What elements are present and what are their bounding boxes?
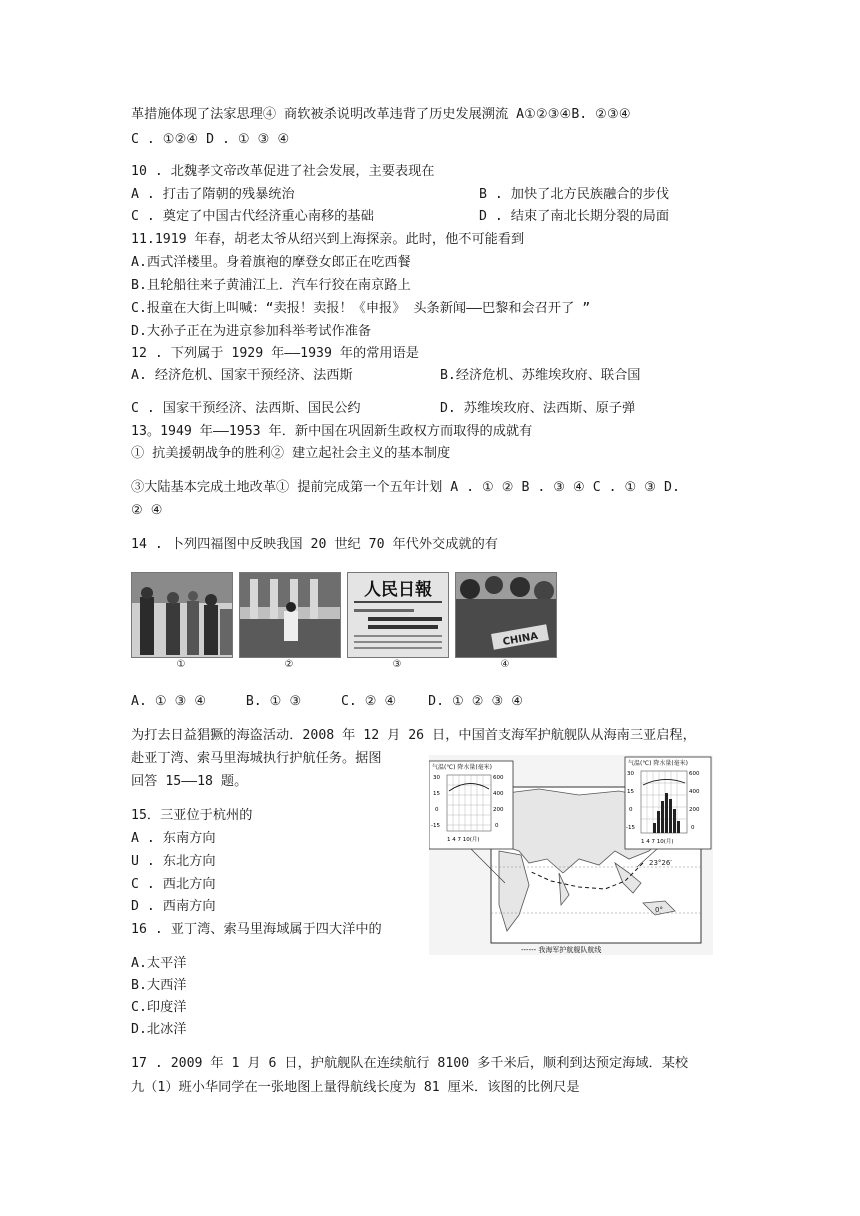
option-11d: D.大孙子正在为进京参加科举考试作准备 xyxy=(131,324,372,339)
text-line: ② ④ xyxy=(131,503,163,518)
options-14: A. ① ③ ④ B. ① ③ C. ② ④ D. ① ② ③ ④ xyxy=(131,694,524,709)
banner-text: CHINA xyxy=(501,630,539,648)
passage-line: 回答 15——18 题。 xyxy=(131,774,248,789)
photo-strip xyxy=(131,572,553,672)
axis-tick: 15 xyxy=(627,789,634,795)
option-16a: A.太平洋 xyxy=(131,956,187,971)
chart-title: 气温(℃) 降水量(毫米) xyxy=(628,760,689,767)
question-15: 15．三亚位于杭州的 xyxy=(131,808,253,823)
axis-tick: 30 xyxy=(627,771,634,777)
question-13: 13。1949 年——1953 年．新中国在巩固新生政权方而取得的成就有 xyxy=(131,424,533,439)
axis-tick: 0 xyxy=(435,807,439,813)
photo-caption: ③ xyxy=(392,659,402,670)
option-11b: B.且轮船往来子黄浦江上．汽车行狡在南京路上 xyxy=(131,278,411,293)
question-17-cont: 九（1）班小华同学在一张地图上量得航线长度为 81 厘米．该图的比例尺是 xyxy=(131,1080,580,1095)
route-map-figure xyxy=(429,755,713,955)
passage-line: 为打去日益猖獗的海盗活动．2008 年 12 月 26 日，中国首支海军护航舰队从海南三亚启程， xyxy=(131,728,696,743)
text-line: 革措施体现了法家思理④ 商软被杀说明改革违背了历史发展溯流 A①②③④B. ②③④ xyxy=(131,107,631,122)
option-10c: C . 奠定了中国古代经济重心南移的基础 xyxy=(131,209,374,224)
option-11a: A.西式洋楼里。身着旗袍的摩登女郎正在吃西餐 xyxy=(131,255,411,270)
latitude-label: 0° xyxy=(655,906,663,914)
question-12: 12 . 下列属于 1929 年——1939 年的常用语是 xyxy=(131,346,419,361)
axis-tick: 600 xyxy=(493,775,504,781)
axis-tick: 400 xyxy=(493,791,504,797)
chart-title: 气温(℃) 降水量(毫米) xyxy=(432,764,493,771)
text-line: ③大陆基本完成土地改革① 提前完成第一个五年计划 A . ① ② B . ③ ④ C . ① ③ D. xyxy=(131,480,680,495)
option-11c: C.报童在大街上叫喊：“卖报！卖报！《申报》 头条新闻——巴黎和会召开了 ” xyxy=(131,301,591,316)
photo-1 xyxy=(131,572,233,658)
option-10b: B . 加快了北方民族融合的步伐 xyxy=(479,187,670,202)
option-16b: B.大西洋 xyxy=(131,978,187,993)
axis-tick: 0 xyxy=(495,823,499,829)
axis-tick: 0 xyxy=(629,807,633,813)
axis-label: 1 4 7 10(月) xyxy=(641,839,674,845)
options-12ab: A. 经济危机、国家干预经济、法西斯 B.经济危机、苏维埃玫府、联合国 xyxy=(131,368,641,383)
option-15c: C . 西北方向 xyxy=(131,877,216,892)
axis-tick: 200 xyxy=(493,807,504,813)
question-11: 11.1919 年春，胡老太爷从绍兴到上海探亲。此时，他不可能看到 xyxy=(131,232,525,247)
option-16d: D.北冰洋 xyxy=(131,1022,187,1037)
axis-label: 1 4 7 10(月) xyxy=(447,837,480,843)
photo-3-newspaper xyxy=(347,572,449,658)
photo-4 xyxy=(455,572,557,658)
axis-tick: 0 xyxy=(691,825,695,831)
passage-line: 赴亚丁湾、索马里海城执行护航任务。据图 xyxy=(131,751,382,766)
climate-chart-right xyxy=(625,757,711,849)
option-15b: U . 东北方向 xyxy=(131,854,216,869)
question-10: 10 . 北魏孝文帝改革促进了社会发展，主要表现在 xyxy=(131,164,435,179)
question-14: 14 . 卜列四福图中反映我国 20 世纪 70 年代外交成就的有 xyxy=(131,537,498,552)
text-line: ① 抗美援朝战争的胜利② 建立起社会主义的基本制度 xyxy=(131,446,451,461)
photo-caption: ④ xyxy=(500,659,510,670)
axis-tick: 400 xyxy=(689,789,700,795)
latitude-label: 23°26′ xyxy=(649,859,672,867)
text-line: C . ①②④ D . ① ③ ④ xyxy=(131,132,290,147)
option-15a: A . 东南方向 xyxy=(131,831,216,846)
axis-tick: 15 xyxy=(433,791,440,797)
option-10d: D . 结束了南北长期分裂的局面 xyxy=(479,209,670,224)
axis-tick: 200 xyxy=(689,807,700,813)
newspaper-masthead: 人民日報 xyxy=(364,580,432,600)
question-16: 16 . 亚丁湾、索马里海域属于四大洋中的 xyxy=(131,922,382,937)
options-12cd: C . 国家干预经济、法西斯、国民公约 D. 苏维埃玫府、法西斯、原子弹 xyxy=(131,401,636,416)
question-17: 17 . 2009 年 1 月 6 日，护航舰队在连续航行 8100 多千米后，顺利到达预定海域．某校 xyxy=(131,1056,689,1071)
climate-chart-left xyxy=(429,761,513,849)
option-16c: C.印度洋 xyxy=(131,1000,187,1015)
axis-tick: -15 xyxy=(626,825,635,831)
photo-caption: ② xyxy=(284,659,294,670)
photo-2 xyxy=(239,572,341,658)
axis-tick: -15 xyxy=(431,823,440,829)
photo-caption: ① xyxy=(176,659,186,670)
axis-tick: 30 xyxy=(433,775,440,781)
axis-tick: 600 xyxy=(689,771,700,777)
option-10a: A . 打击了隋朝的残暴统治 xyxy=(131,187,295,202)
map-legend: ------ 我海军护航舰队航线 xyxy=(521,946,602,954)
option-15d: D . 西南方向 xyxy=(131,899,216,914)
